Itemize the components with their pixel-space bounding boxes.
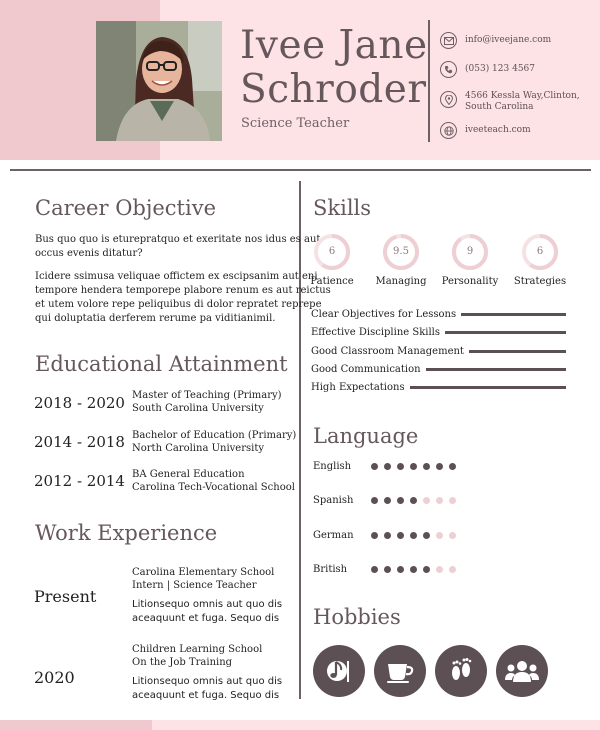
skills-heading: Skills [313, 196, 372, 220]
education-years: 2012 - 2014 [34, 472, 125, 490]
contact-phone: (053) 123 4567 [440, 61, 535, 78]
contact-website: iveeteach.com [440, 122, 531, 139]
education-entry: Bachelor of Education (Primary) North Carolina University [132, 430, 297, 454]
hobbies-heading: Hobbies [313, 605, 401, 629]
footer-band-left [0, 720, 152, 730]
skill-ring: 6 [521, 233, 559, 271]
language-level-dot [423, 532, 430, 539]
career-paragraph-2: Icidere ssimusa veliquae offictem ex escipsanim aut eni tempore hendera temporepe plabore renum es aut reictus et utem volore repe peliquibus di dolor repratet reprepe qui doluptatia derferem rerume pa viditianimil. [35, 271, 331, 324]
language-level-dot [371, 463, 378, 470]
language-level-dot [449, 463, 456, 470]
contact-address: 4566 Kessla Way,Clinton, South Carolina [440, 91, 580, 113]
language-level-dot [436, 566, 443, 573]
people-icon [496, 645, 548, 697]
language-level-dot [371, 566, 378, 573]
skill-bar: High Expectations [311, 380, 566, 394]
language-level-dot [397, 532, 404, 539]
language-level-dot [371, 497, 378, 504]
language-level-dot [384, 532, 391, 539]
footer-band-right [152, 720, 600, 730]
language-level-dot [449, 497, 456, 504]
skill-circle: 9 Personality [435, 233, 505, 287]
education-heading: Educational Attainment [35, 352, 288, 376]
work-entry: Carolina Elementary School Intern | Science Teacher [132, 567, 275, 591]
skill-circle: 6 Strategies [505, 233, 575, 287]
header-divider [428, 20, 430, 142]
phone-icon [440, 61, 457, 78]
language-level-dot [410, 566, 417, 573]
career-heading: Career Objective [35, 196, 217, 220]
work-period: 2020 [34, 668, 75, 687]
language-level-dot [436, 497, 443, 504]
education-years: 2014 - 2018 [34, 433, 125, 451]
language-level-dot [371, 532, 378, 539]
education-entry: Master of Teaching (Primary) South Carolina University [132, 390, 282, 414]
language-level-dot [410, 532, 417, 539]
globe-icon [440, 122, 457, 139]
section-top-rule [10, 169, 591, 171]
language-level-dot [423, 497, 430, 504]
language-level-dot [397, 566, 404, 573]
language-level-dot [397, 463, 404, 470]
skill-circle: 6 Patience [297, 233, 367, 287]
language-row: English [313, 461, 462, 472]
language-level-dot [384, 566, 391, 573]
language-level-dot [423, 463, 430, 470]
skill-bar: Good Classroom Management [311, 344, 566, 358]
language-row: British [313, 564, 462, 575]
language-level-dot [397, 497, 404, 504]
language-level-dot [384, 497, 391, 504]
language-level-dot [384, 463, 391, 470]
language-level-dot [436, 532, 443, 539]
language-level-dot [449, 532, 456, 539]
email-icon [440, 32, 457, 49]
contact-email: info@iveejane.com [440, 32, 551, 49]
skill-ring: 6 [313, 233, 351, 271]
language-level-dot [449, 566, 456, 573]
music-note-icon [313, 645, 365, 697]
location-icon [440, 91, 457, 108]
language-level-dot [410, 497, 417, 504]
candidate-name: Ivee Jane Schroder [240, 23, 428, 112]
language-heading: Language [313, 424, 419, 448]
candidate-role: Science Teacher [241, 116, 350, 131]
footprints-icon [435, 645, 487, 697]
work-entry: Children Learning School On the Job Training [132, 644, 263, 668]
language-level-dot [436, 463, 443, 470]
education-years: 2018 - 2020 [34, 394, 125, 412]
language-row: German [313, 530, 462, 541]
language-row: Spanish [313, 495, 462, 506]
language-level-dot [423, 566, 430, 573]
language-level-dot [410, 463, 417, 470]
skill-bar: Clear Objectives for Lessons [311, 307, 566, 321]
skill-circle: 9.5 Managing [366, 233, 436, 287]
work-description: Litionsequo omnis aut quo dis aceaquunt et fuga. Sequo dis [132, 599, 283, 624]
work-period: Present [34, 587, 97, 606]
coffee-cup-icon [374, 645, 426, 697]
education-entry: BA General Education Carolina Tech-Vocational School [132, 469, 295, 493]
work-description: Litionsequo omnis aut quo dis aceaquunt et fuga. Sequo dis [132, 676, 283, 701]
work-heading: Work Experience [35, 521, 218, 545]
career-paragraph-1: Bus quo quo is eturepratquo et exeritate nos idus es aut occus evenis ditatur? [35, 234, 321, 259]
skill-ring: 9 [451, 233, 489, 271]
skill-bar: Effective Discipline Skills [311, 325, 566, 339]
skill-bar: Good Communication [311, 362, 566, 376]
skill-ring: 9.5 [382, 233, 420, 271]
profile-photo [96, 21, 222, 141]
